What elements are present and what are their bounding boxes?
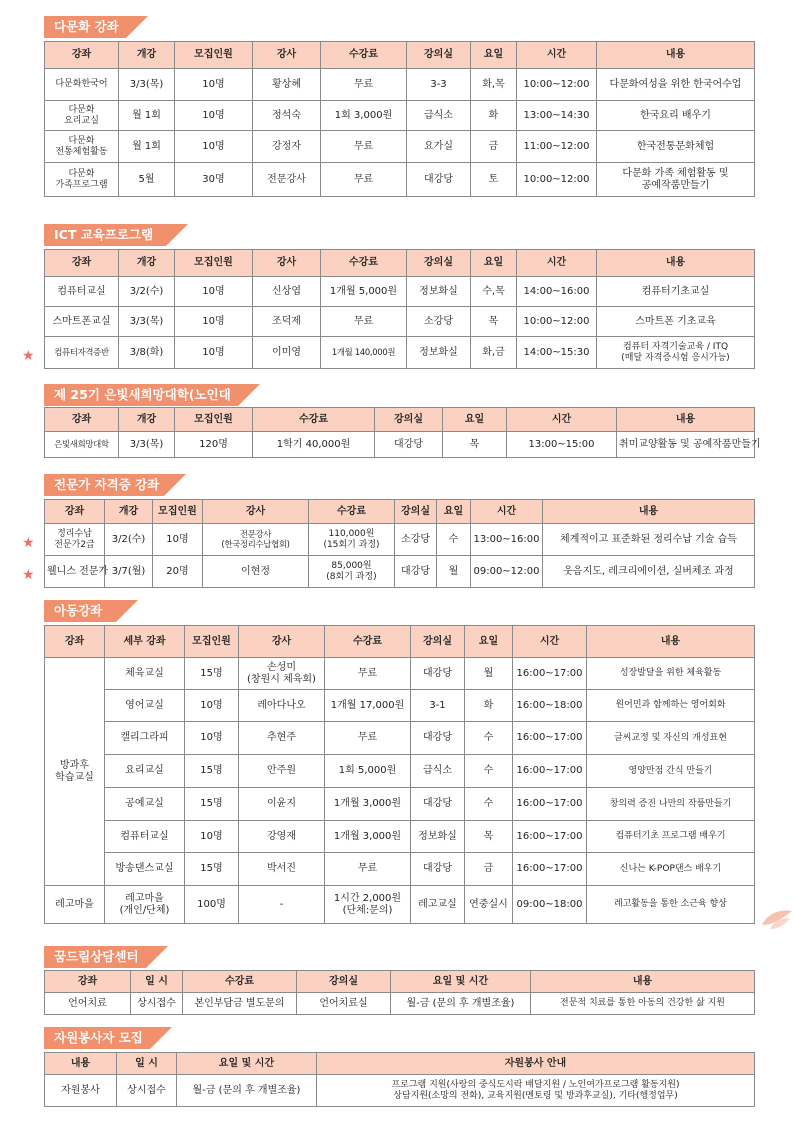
- star-icon: ★: [22, 567, 35, 583]
- table-cell: 대강당: [407, 163, 471, 197]
- star-icon: ★: [22, 348, 35, 364]
- table-cell: 영양만점 간식 만들기: [587, 755, 755, 788]
- table-cell: 월: [437, 556, 471, 588]
- table-cell: 금: [471, 131, 517, 163]
- table-row: [45, 69, 755, 101]
- column-header: 수강료: [321, 42, 407, 69]
- table-cell: 대강당: [411, 853, 465, 886]
- table-cell: 무료: [325, 722, 411, 755]
- table-cell: 10:00~12:00: [517, 307, 597, 337]
- table-cell: 월 1회: [119, 101, 175, 131]
- column-header: 수강료: [309, 500, 395, 524]
- table-cell: 수,목: [471, 277, 517, 307]
- table-cell: 체육교실: [105, 658, 185, 690]
- table-cell: 1개월 17,000원: [325, 690, 411, 722]
- table-cell: 정보화실: [411, 821, 465, 853]
- section-counseling: [0, 946, 794, 968]
- column-header: 시간: [513, 626, 587, 658]
- table-row: [45, 821, 755, 853]
- table-row: [45, 432, 755, 458]
- table-cell: 화: [471, 101, 517, 131]
- table-cell: 추현주: [239, 722, 325, 755]
- column-header: 강좌: [45, 42, 119, 69]
- column-header: 강좌: [45, 408, 119, 432]
- table-cell: 3/7(월): [105, 556, 153, 588]
- ict-table: [44, 249, 755, 369]
- table-cell: 다문화한국어: [45, 69, 119, 101]
- table-cell: 3-1: [411, 690, 465, 722]
- table-cell: 컴퓨터교실: [45, 277, 119, 307]
- table-cell: 20명: [153, 556, 203, 588]
- table-cell: 전문강사 (한국정리수납협회): [203, 524, 309, 556]
- table-cell: 한국요리 배우기: [597, 101, 755, 131]
- table-cell: 상시접수: [131, 993, 183, 1015]
- column-header: 내용: [597, 42, 755, 69]
- table-cell: 13:00~15:00: [507, 432, 617, 458]
- table-row: [45, 101, 755, 131]
- section-title: 아동강좌: [44, 600, 116, 622]
- table-cell: 10명: [175, 69, 253, 101]
- column-header: 강의실: [407, 250, 471, 277]
- column-header: 내용: [617, 408, 755, 432]
- column-header: 내용: [543, 500, 755, 524]
- table-row: [45, 1075, 755, 1107]
- table-cell: 13:00~16:00: [471, 524, 543, 556]
- table-row: [45, 755, 755, 788]
- column-header: 강사: [253, 250, 321, 277]
- table-cell: 본인부담금 별도문의: [183, 993, 297, 1015]
- table-cell: 다문화 요리교실: [45, 101, 119, 131]
- column-header: 일 시: [131, 971, 183, 993]
- table-cell: 웰니스 전문가: [45, 556, 105, 588]
- table-cell: 15명: [185, 658, 239, 690]
- column-header: 개강: [105, 500, 153, 524]
- table-cell: 소강당: [395, 524, 437, 556]
- table-cell: 16:00~17:00: [513, 722, 587, 755]
- table-cell: 수: [465, 755, 513, 788]
- table-row: [45, 788, 755, 821]
- table-cell: 은빛새희망대학: [45, 432, 119, 458]
- table-cell: 다문화여성을 위한 한국어수업: [597, 69, 755, 101]
- table-cell: 3/8(화): [119, 337, 175, 369]
- column-header: 강의실: [375, 408, 443, 432]
- table-row: [45, 993, 755, 1015]
- table-cell: 전문적 치료를 통한 아동의 건강한 삶 지원: [531, 993, 755, 1015]
- star-icon: ★: [22, 535, 35, 551]
- table-cell: 무료: [325, 853, 411, 886]
- table-cell: 1개월 140,000원: [321, 337, 407, 369]
- table-cell: 손성미 (창원시 체육회): [239, 658, 325, 690]
- table-cell: 대강당: [411, 722, 465, 755]
- table-cell: 정리수납 전문가2급: [45, 524, 105, 556]
- column-header: 모집인원: [175, 408, 253, 432]
- table-cell: 10명: [175, 101, 253, 131]
- column-header: 요일: [471, 42, 517, 69]
- table-cell: 1회 3,000원: [321, 101, 407, 131]
- table-cell: 황상혜: [253, 69, 321, 101]
- table-row: [45, 556, 755, 588]
- table-cell: 컴퓨터교실: [105, 821, 185, 853]
- column-header: 요일 및 시간: [177, 1053, 317, 1075]
- multicultural-table: [44, 41, 755, 197]
- table-cell: 금: [465, 853, 513, 886]
- column-header: 모집인원: [153, 500, 203, 524]
- column-header: 강의실: [395, 500, 437, 524]
- group-label: 방과후 학습교실: [45, 658, 105, 886]
- table-cell: 10명: [153, 524, 203, 556]
- column-header: 개강: [119, 250, 175, 277]
- table-cell: 스마트폰교실: [45, 307, 119, 337]
- table-cell: 요가실: [407, 131, 471, 163]
- column-header: 강좌: [45, 626, 105, 658]
- table-cell: 10명: [175, 307, 253, 337]
- table-cell: 목: [443, 432, 507, 458]
- column-header: 요일: [465, 626, 513, 658]
- column-header: 내용: [45, 1053, 117, 1075]
- table-cell: 14:00~15:30: [517, 337, 597, 369]
- table-cell: 대강당: [395, 556, 437, 588]
- table-cell: 토: [471, 163, 517, 197]
- table-cell: 신나는 K-POP댄스 배우기: [587, 853, 755, 886]
- table-cell: 10명: [175, 337, 253, 369]
- table-cell: 대강당: [411, 658, 465, 690]
- column-header: 요일: [471, 250, 517, 277]
- table-cell: 3/3(목): [119, 432, 175, 458]
- table-cell: 한국전통문화체험: [597, 131, 755, 163]
- table-cell: 10:00~12:00: [517, 163, 597, 197]
- table-cell: 급식소: [407, 101, 471, 131]
- section-title: 꿈드림상담센터: [44, 946, 146, 968]
- table-cell: 소강당: [407, 307, 471, 337]
- senior-table: [44, 407, 761, 458]
- table-cell: 3-3: [407, 69, 471, 101]
- children-table: [44, 625, 755, 924]
- table-row: [45, 163, 755, 197]
- table-cell: 무료: [325, 658, 411, 690]
- column-header: 모집인원: [175, 250, 253, 277]
- section-volunteer: [0, 1027, 794, 1049]
- table-cell: 10명: [185, 722, 239, 755]
- column-header: 강의실: [411, 626, 465, 658]
- table-cell: 원어민과 함께하는 영어회화: [587, 690, 755, 722]
- table-cell: 무료: [321, 163, 407, 197]
- table-cell: 다문화 가족 체험활동 및 공예작품만들기: [597, 163, 755, 197]
- table-cell: 대강당: [375, 432, 443, 458]
- counseling-table: [44, 970, 755, 1015]
- table-cell: 성장발달을 위한 체육활동: [587, 658, 755, 690]
- column-header: 강사: [239, 626, 325, 658]
- section-children: [0, 600, 794, 622]
- table-cell: 15명: [185, 788, 239, 821]
- column-header: 개강: [119, 408, 175, 432]
- column-header: 요일: [437, 500, 471, 524]
- column-header: 시간: [471, 500, 543, 524]
- table-cell: 레고교실: [411, 886, 465, 924]
- table-cell: 5월: [119, 163, 175, 197]
- table-cell: 컴퓨터자격증반: [45, 337, 119, 369]
- table-cell: 11:00~12:00: [517, 131, 597, 163]
- table-cell: 화,목: [471, 69, 517, 101]
- table-cell: 09:00~18:00: [513, 886, 587, 924]
- table-cell: 레고활동을 통한 소근육 향상: [587, 886, 755, 924]
- table-cell: 글씨교정 및 자신의 개성표현: [587, 722, 755, 755]
- column-header: 내용: [597, 250, 755, 277]
- table-cell: 조덕제: [253, 307, 321, 337]
- section-ict: [0, 224, 794, 246]
- table-cell: 85,000원 (8회기 과정): [309, 556, 395, 588]
- table-cell: 박서진: [239, 853, 325, 886]
- table-cell: 무료: [321, 307, 407, 337]
- section-title: 제 25기 은빛새희망대학(노인대: [44, 384, 238, 406]
- table-cell: 상시접수: [117, 1075, 177, 1107]
- table-cell: 13:00~14:30: [517, 101, 597, 131]
- column-header: 수강료: [325, 626, 411, 658]
- table-row: [45, 307, 755, 337]
- column-header: 모집인원: [175, 42, 253, 69]
- table-cell: 레아다나오: [239, 690, 325, 722]
- table-cell: 10:00~12:00: [517, 69, 597, 101]
- table-cell: 강정자: [253, 131, 321, 163]
- table-row: [45, 131, 755, 163]
- section-title: 자원봉사자 모집: [44, 1027, 150, 1049]
- table-cell: 언어치료실: [297, 993, 391, 1015]
- table-cell: 창의력 증진 나만의 작품만들기: [587, 788, 755, 821]
- leaf-decoration-icon: [754, 903, 794, 931]
- column-header: 수강료: [321, 250, 407, 277]
- table-cell: 이미영: [253, 337, 321, 369]
- table-cell: 다문화 전통체험활동: [45, 131, 119, 163]
- column-header: 강좌: [45, 250, 119, 277]
- table-cell: 방송댄스교실: [105, 853, 185, 886]
- certificate-table: [44, 499, 755, 588]
- table-cell: 언어치료: [45, 993, 131, 1015]
- section-title: ICT 교육프로그램: [44, 224, 166, 246]
- table-cell: 1회 5,000원: [325, 755, 411, 788]
- table-cell: 대강당: [411, 788, 465, 821]
- table-cell: 공예교실: [105, 788, 185, 821]
- table-cell: 10명: [175, 131, 253, 163]
- column-header: 요일: [443, 408, 507, 432]
- table-cell: 체계적이고 표준화된 정리수납 기술 습득: [543, 524, 755, 556]
- column-header: 강사: [203, 500, 309, 524]
- table-cell: 월: [465, 658, 513, 690]
- table-cell: 10명: [185, 690, 239, 722]
- table-cell: 수: [437, 524, 471, 556]
- column-header: 내용: [531, 971, 755, 993]
- column-header: 세부 강좌: [105, 626, 185, 658]
- column-header: 요일 및 시간: [391, 971, 531, 993]
- table-cell: 월-금 (문의 후 개별조율): [391, 993, 531, 1015]
- table-cell: 안주원: [239, 755, 325, 788]
- table-row: [45, 277, 755, 307]
- column-header: 시간: [507, 408, 617, 432]
- section-title: 전문가 자격증 강좌: [44, 474, 164, 496]
- table-cell: 월 1회: [119, 131, 175, 163]
- table-cell: 화: [465, 690, 513, 722]
- table-cell: 컴퓨터기초 프로그램 배우기: [587, 821, 755, 853]
- table-cell: 목: [471, 307, 517, 337]
- table-cell: 16:00~17:00: [513, 821, 587, 853]
- table-cell: 15명: [185, 853, 239, 886]
- column-header: 시간: [517, 250, 597, 277]
- table-cell: 정보화실: [407, 337, 471, 369]
- table-row: [45, 524, 755, 556]
- table-cell: 컴퓨터기초교실: [597, 277, 755, 307]
- table-cell: 화,금: [471, 337, 517, 369]
- table-cell: 120명: [175, 432, 253, 458]
- column-header: 수강료: [253, 408, 375, 432]
- table-cell: 16:00~18:00: [513, 690, 587, 722]
- table-cell: 신상엽: [253, 277, 321, 307]
- table-cell: 수: [465, 722, 513, 755]
- table-cell: 강영재: [239, 821, 325, 853]
- table-cell: 3/2(수): [105, 524, 153, 556]
- table-cell: 09:00~12:00: [471, 556, 543, 588]
- table-cell: 16:00~17:00: [513, 788, 587, 821]
- table-cell: 3/2(수): [119, 277, 175, 307]
- column-header: 강사: [253, 42, 321, 69]
- table-cell: 3/3(목): [119, 69, 175, 101]
- table-row: [45, 886, 755, 924]
- table-cell: 다문화 가족프로그램: [45, 163, 119, 197]
- table-cell: 이현정: [203, 556, 309, 588]
- table-cell: 14:00~16:00: [517, 277, 597, 307]
- table-cell: 무료: [321, 69, 407, 101]
- table-cell: 16:00~17:00: [513, 658, 587, 690]
- table-row: [45, 658, 755, 690]
- table-cell: 컴퓨터 자격기술교육 / ITQ (매달 자격증시험 응시가능): [597, 337, 755, 369]
- table-cell: 요리교실: [105, 755, 185, 788]
- table-row: [45, 722, 755, 755]
- table-cell: 급식소: [411, 755, 465, 788]
- table-cell: 1개월 3,000원: [325, 788, 411, 821]
- table-cell: 영어교실: [105, 690, 185, 722]
- table-cell: 전문강사: [253, 163, 321, 197]
- table-cell: 무료: [321, 131, 407, 163]
- table-cell: 스마트폰 기초교육: [597, 307, 755, 337]
- column-header: 일 시: [117, 1053, 177, 1075]
- column-header: 모집인원: [185, 626, 239, 658]
- column-header: 강의실: [297, 971, 391, 993]
- table-cell: 연중실시: [465, 886, 513, 924]
- column-header: 강의실: [407, 42, 471, 69]
- column-header: 내용: [587, 626, 755, 658]
- table-row: [45, 337, 755, 369]
- table-cell: 15명: [185, 755, 239, 788]
- table-cell: 레고마을: [45, 886, 105, 924]
- table-cell: 1학기 40,000원: [253, 432, 375, 458]
- table-cell: 1개월 3,000원: [325, 821, 411, 853]
- table-cell: 정보화실: [407, 277, 471, 307]
- table-cell: -: [239, 886, 325, 924]
- table-cell: 1개월 5,000원: [321, 277, 407, 307]
- table-cell: 10명: [175, 277, 253, 307]
- column-header: 시간: [517, 42, 597, 69]
- table-cell: 자원봉사: [45, 1075, 117, 1107]
- table-cell: 1시간 2,000원 (단체:문의): [325, 886, 411, 924]
- table-row: [45, 853, 755, 886]
- column-header: 강좌: [45, 500, 105, 524]
- table-cell: 16:00~17:00: [513, 755, 587, 788]
- table-cell: 수: [465, 788, 513, 821]
- table-cell: 3/3(목): [119, 307, 175, 337]
- section-title: 다문화 강좌: [44, 16, 126, 38]
- volunteer-table: [44, 1052, 755, 1107]
- table-cell: 100명: [185, 886, 239, 924]
- table-cell: 월-금 (문의 후 개별조율): [177, 1075, 317, 1107]
- table-cell: 웃음지도, 레크리에이션, 실버체조 과정: [543, 556, 755, 588]
- table-cell: 프로그램 지원(사랑의 중식도시락 배달지원 / 노인여가프로그램 활동지원) 상담지원(소망의 전화), 교육지원(멘토링 및 방과후교실), 기타(행정업무): [317, 1075, 755, 1107]
- column-header: 강좌: [45, 971, 131, 993]
- table-cell: 캘리그라피: [105, 722, 185, 755]
- column-header: 자원봉사 안내: [317, 1053, 755, 1075]
- column-header: 개강: [119, 42, 175, 69]
- table-cell: 30명: [175, 163, 253, 197]
- section-certificate: [0, 474, 794, 496]
- column-header: 수강료: [183, 971, 297, 993]
- table-cell: 취미교양활동 및 공예작품만들기: [617, 432, 755, 458]
- table-cell: 110,000원 (15회기 과정): [309, 524, 395, 556]
- table-cell: 이윤지: [239, 788, 325, 821]
- table-cell: 16:00~17:00: [513, 853, 587, 886]
- table-cell: 목: [465, 821, 513, 853]
- table-cell: 10명: [185, 821, 239, 853]
- table-cell: 정석숙: [253, 101, 321, 131]
- section-multicultural: [0, 16, 794, 38]
- table-cell: 레고마을 (개인/단체): [105, 886, 185, 924]
- table-row: [45, 690, 755, 722]
